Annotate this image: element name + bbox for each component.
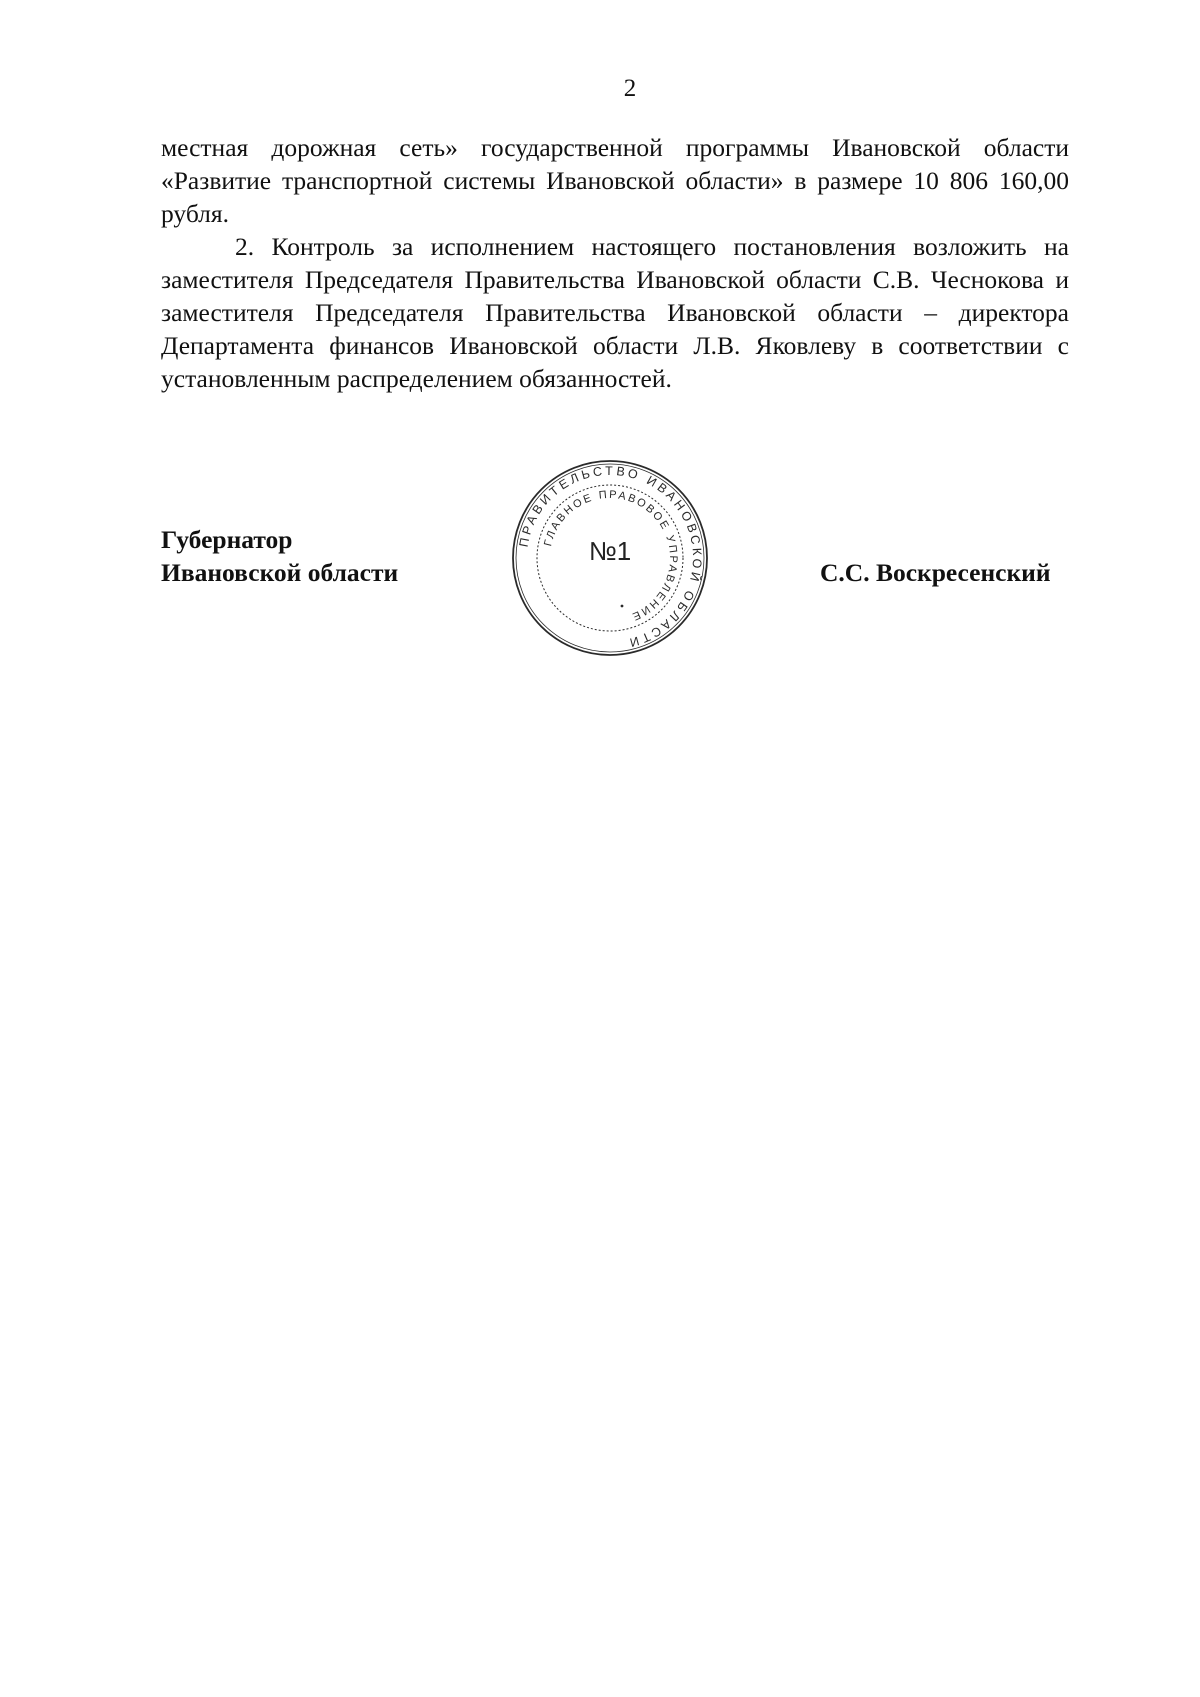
seal-outer-textpath: ПРАВИТЕЛЬСТВО ИВАНОВСКОЙ ОБЛАСТИ [516, 463, 705, 651]
seal-number: №1 [588, 535, 632, 566]
signatory-name: С.С. Воскресенский [820, 558, 1051, 587]
signatory-position-line2: Ивановской области [161, 558, 399, 587]
seal-inner-textpath: ГЛАВНОЕ ПРАВОВОЕ УПРАВЛЕНИЕ [542, 488, 680, 624]
paragraph-continuation: местная дорожная сеть» государственной программы Ивановской области «Развитие транспортной системы Ивановской области» в размере 10 806 160,00 рубля. [161, 133, 1069, 228]
official-seal [510, 458, 710, 658]
signatory-position-line1: Губернатор [161, 525, 293, 554]
page-number: 2 [623, 75, 637, 102]
signatory-position [161, 523, 398, 589]
document-body [161, 131, 1069, 395]
paragraph-control-clause: 2. Контроль за исполнением настоящего постановления возложить на заместителя Председателя Правительства Ивановской области С.В. Чеснокова и заместителя Председателя Правительства Ивановской области – директора Департамента финансов Ивановской области Л.В. Яковлеву в соответствии с установленным распределением обязанностей. [161, 232, 1069, 393]
